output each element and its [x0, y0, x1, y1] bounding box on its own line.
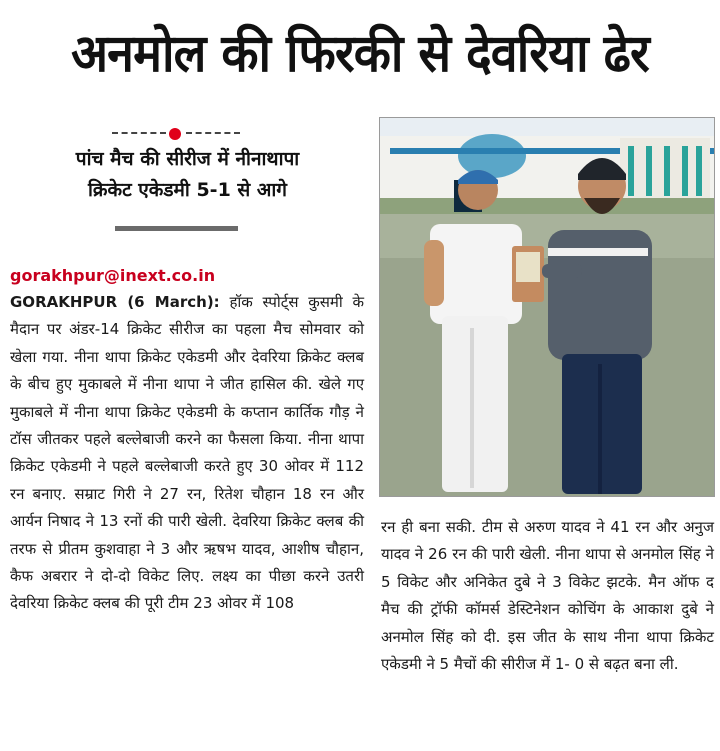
subheadline-rule — [115, 226, 238, 231]
subheadline-line-2: क्रिकेट एकेडमी 5-1 से आगे — [88, 179, 287, 201]
decorative-divider — [112, 128, 240, 138]
divider-dash-right — [186, 132, 240, 134]
author-email: gorakhpur@inext.co.in — [10, 266, 216, 285]
divider-dot-icon — [169, 128, 181, 140]
article-photo — [379, 117, 715, 497]
headline: अनमोल की फिरकी से देवरिया ढेर — [71, 24, 649, 84]
article-column-left — [10, 289, 364, 618]
photo-illustration — [380, 118, 714, 496]
article-body-left: हॉक स्पोर्ट्स कुसमी के मैदान पर अंडर-14 क्रिकेट सीरीज का पहला मैच सोमवार को खेला गया. नीना थापा क्रिकेट एकेडमी और देवरिया क्रिकेट क्लब के बीच हुए मुकाबले में नीना थापा ने जीत हासिल की. खेले गए मुकाबले में नीना थापा क्रिकेट एकेडमी के कप्तान कार्तिक गौड़ ने टॉस जीतकर पहले बल्लेबाजी करने का फैसला किया. नीना थापा क्रिकेट एकेडमी ने पहले बल्लेबाजी करते हुए 30 ओवर में 112 रन बनाए. सम्राट गिरी ने 27 रन, रितेश चौहान 18 रन और आर्यन निषाद ने 13 रनों की पारी खेली. देवरिया क्रिकेट क्लब की तरफ से प्रीतम कुशवाहा ने 3 और ऋषभ यादव, आशीष चौहान, कैफ अबरार ने दो-दो विकेट लिए. लक्ष्य का पीछा करने उतरी देवरिया क्रिकेट क्लब की पूरी टीम 23 ओवर में 108 — [10, 293, 365, 613]
article-body-right: रन ही बना सकी. टीम से अरुण यादव ने 41 रन और अनुज यादव ने 26 रन की पारी खेली. नीना थापा से अनमोल सिंह ने 5 विकेट और अनिकेत दुबे ने 3 विकेट झटके. मैन ऑफ द मैच की ट्रॉफी कॉमर्स डेस्टिनेशन कोचिंग के आकाश दुबे ने अनमोल सिंह को दी. इस जीत के साथ नीना थापा क्रिकेट एकेडमी ने 5 मैचों की सीरीज में 1- 0 से बढ़त बना ली. — [381, 518, 714, 674]
divider-dash-left — [112, 132, 166, 134]
subheadline — [10, 144, 365, 206]
subheadline-line-1: पांच मैच की सीरीज में नीनाथापा — [75, 148, 300, 170]
dateline: GORAKHPUR (6 March): — [10, 293, 220, 311]
article-column-right — [381, 514, 714, 678]
